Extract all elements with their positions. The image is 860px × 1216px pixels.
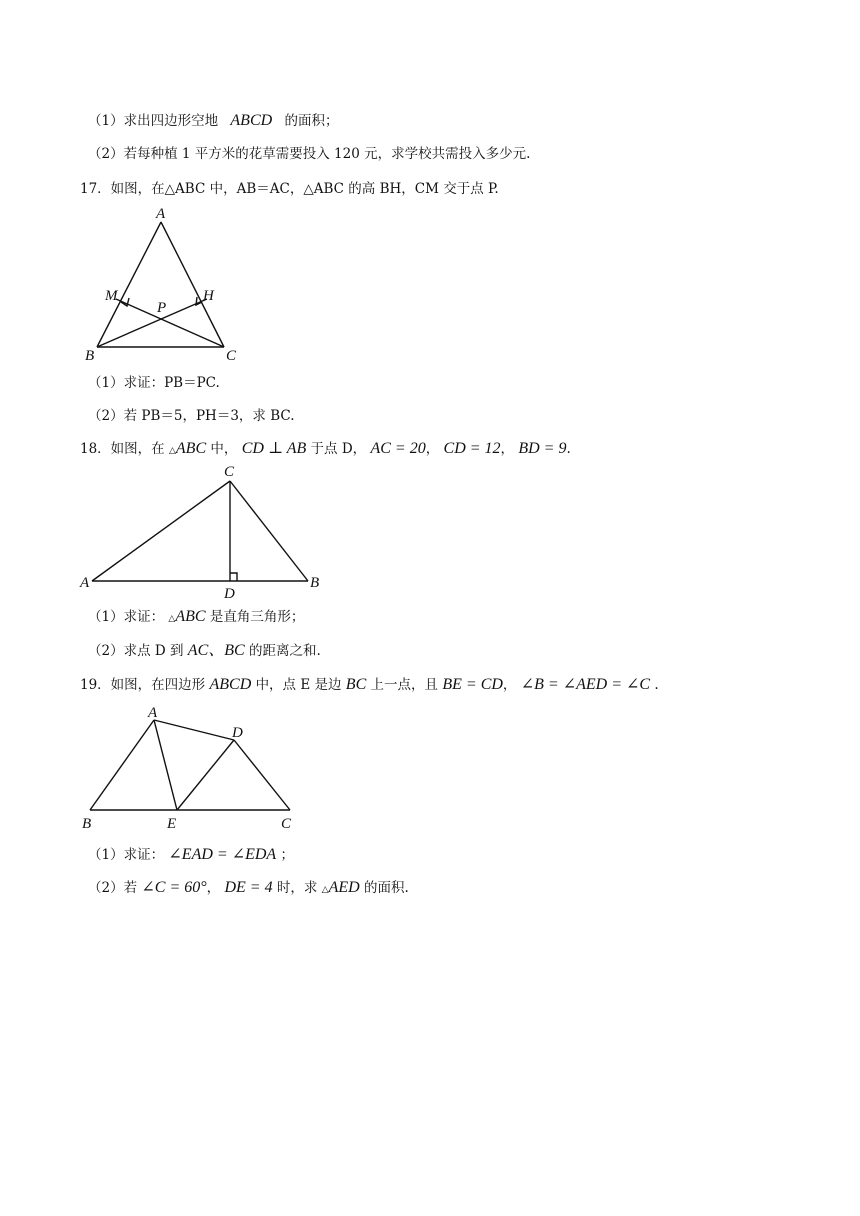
q17-side-ac [161, 222, 224, 347]
q18-label-c: C [224, 464, 235, 480]
q19-part1 [88, 846, 294, 864]
q18-stem-j: BD = 9 [518, 440, 567, 457]
q18-stem-h: CD = 12 [443, 440, 501, 457]
q19-stem [80, 676, 659, 694]
q18-stem-e: 于点 D， [310, 441, 367, 457]
q18-label-a: A [80, 575, 90, 591]
q17-label-m: M [105, 288, 118, 304]
q19-side-ad [154, 720, 234, 740]
q19-stem-a: 19．如图，在四边形 [80, 677, 206, 693]
triangle-icon: △ [321, 885, 329, 895]
top-part1-math: ABCD [230, 112, 273, 129]
q18-label-b: B [310, 575, 320, 591]
q19-stem-g: ， [502, 677, 517, 693]
top-part1 [88, 112, 338, 130]
q18-stem-f: AC = 20 [370, 440, 426, 457]
q19-stem-i: . [654, 677, 659, 693]
q18-part1-a: （1）求证： [88, 609, 165, 625]
top-part1-text: （1）求出四边形空地 [88, 113, 219, 129]
q18-part2-b: AC、BC [187, 642, 245, 659]
q18-stem-a: 18．如图，在 [80, 441, 165, 457]
q19-part2-c: ， [206, 880, 221, 896]
q19-stem-d: BC [345, 676, 367, 693]
q18-part1-c: 是直角三角形； [209, 609, 305, 625]
top-part1-end: 的面积； [284, 113, 339, 129]
q18-stem-c: 中， [210, 441, 238, 457]
q18-stem [80, 440, 571, 460]
q18-label-d: D [224, 586, 235, 602]
q19-part2-g: 的面积. [364, 880, 409, 896]
q19-side-ab [90, 720, 154, 810]
q17-label-b: B [85, 348, 95, 364]
q19-label-c: C [281, 816, 292, 832]
q17-side-ab [97, 222, 161, 347]
q18-side-ac [92, 481, 230, 581]
triangle-icon: △ [168, 614, 176, 624]
q18-right-angle-d [230, 573, 237, 581]
q19-label-e: E [167, 816, 177, 832]
q18-part1-b: ABC [175, 608, 206, 625]
q18-stem-g: ， [425, 441, 440, 457]
q19-part2-a: （2）若 [88, 880, 138, 896]
q19-part1-b: ∠EAD = ∠EDA [168, 846, 277, 863]
q19-segment-ae [154, 720, 177, 810]
q18-part2 [88, 642, 321, 660]
q19-stem-c: 中，点 E 是边 [255, 677, 342, 693]
q19-label-d: D [232, 725, 243, 741]
q19-segment-de [177, 740, 234, 810]
triangle-icon: △ [168, 446, 176, 456]
q18-part2-c: 的距离之和. [249, 643, 321, 659]
q17-label-c: C [226, 348, 237, 364]
q17-label-h: H [203, 288, 214, 304]
q19-part2-e: 时，求 [276, 880, 318, 896]
q18-side-bc [230, 481, 308, 581]
q18-stem-d: CD ⊥ AB [241, 440, 307, 457]
q19-part2-f: AED [328, 879, 360, 896]
q19-stem-f: BE = CD [442, 676, 503, 693]
q17-figure [80, 205, 250, 364]
q17-altitude-cm [116, 299, 224, 347]
q18-part2-a: （2）求点 D 到 [88, 643, 184, 659]
q17-altitude-bh [97, 299, 207, 347]
q17-stem: 17．如图，在△ABC 中，AB＝AC，△ABC 的高 BH，CM 交于点 P. [80, 181, 499, 197]
top-part2: （2）若每种植 1 平方米的花草需要投入 120 元，求学校共需投入多少元. [88, 146, 531, 162]
q17-label-p: P [157, 300, 167, 316]
q19-part1-a: （1）求证： [88, 847, 165, 863]
q18-stem-b: ABC [175, 440, 207, 457]
q19-stem-e: 上一点，且 [370, 677, 439, 693]
q19-part2 [88, 879, 409, 899]
q19-part2-d: DE = 4 [224, 879, 273, 896]
q18-stem-k: . [566, 441, 571, 457]
q19-figure [80, 700, 310, 830]
q19-part1-c: ； [280, 847, 294, 863]
q18-figure [80, 462, 340, 607]
q17-part2: （2）若 PB＝5，PH＝3，求 BC. [88, 408, 295, 424]
q19-label-b: B [82, 816, 92, 832]
q19-stem-h: ∠B = ∠AED = ∠C [520, 676, 651, 693]
q19-stem-b: ABCD [209, 676, 252, 693]
q17-label-a: A [156, 206, 166, 222]
q19-part2-b: ∠C = 60° [141, 879, 207, 896]
q18-part1 [88, 608, 304, 628]
q18-stem-i: ， [500, 441, 515, 457]
q19-side-dc [234, 740, 290, 810]
q17-part1: （1）求证：PB＝PC. [88, 375, 220, 391]
q19-label-a: A [148, 705, 158, 721]
